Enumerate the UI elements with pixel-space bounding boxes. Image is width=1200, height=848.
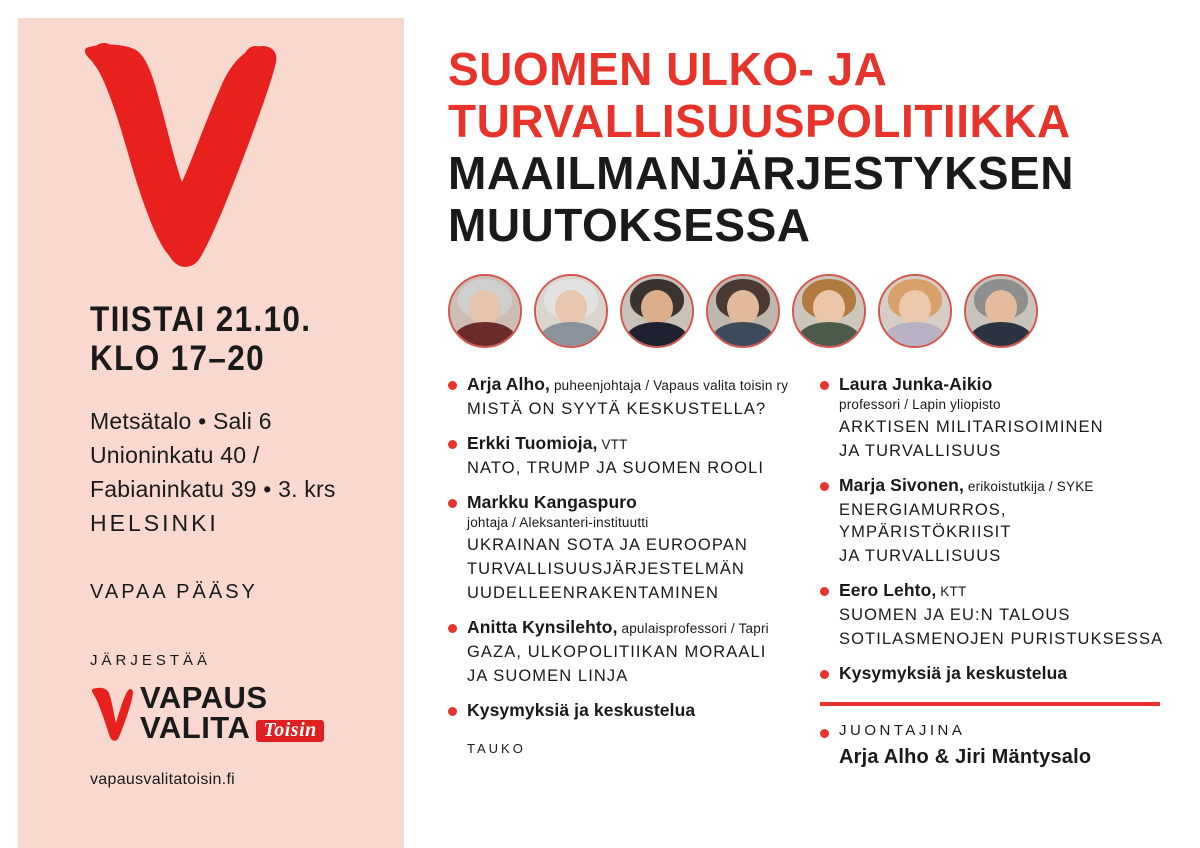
program-item [820, 475, 1170, 567]
speaker-role: erikoistutkija / SYKE [963, 478, 1094, 494]
hosts-block [820, 722, 1170, 769]
left-details [90, 300, 390, 789]
brand-v-icon [90, 685, 134, 743]
website-url[interactable]: vapausvalitatoisin.fi [90, 771, 236, 789]
portrait-eero-lehto [964, 274, 1038, 348]
speaker-topic-line: GAZA, ULKOPOLITIIKAN MORAALI [467, 642, 767, 661]
program-item-questions [448, 700, 794, 721]
questions-label: Kysymyksiä ja keskustelua [467, 700, 696, 721]
program-item [448, 433, 794, 479]
speaker-topic-line: TURVALLISUUSJÄRJESTELMÄN [467, 559, 745, 578]
speaker-topic-line: JA SUOMEN LINJA [467, 666, 629, 685]
v-logo-icon [76, 40, 286, 270]
event-date-line-1: TIISTAI 21.10. [90, 300, 312, 339]
title-red-line-1: SUOMEN ULKO- JA [448, 43, 888, 95]
portrait-anitta-kynsilehto [706, 274, 780, 348]
poster-inner [18, 18, 1200, 848]
title-black-line-1: MAAILMANJÄRJESTYKSEN [448, 146, 1074, 199]
bullet-icon [448, 707, 457, 716]
venue-line-3: Fabianinkatu 39 • 3. krs [90, 476, 336, 503]
speaker-topic-line: UUDELLEENRAKENTAMINEN [467, 583, 720, 602]
speaker-name: Erkki Tuomioja, VTT [467, 432, 628, 453]
speaker-role: VTT [597, 436, 628, 452]
organizer-logo [90, 679, 390, 745]
bullet-icon [448, 440, 457, 449]
speaker-topic: MISTÄ ON SYYTÄ KESKUSTELLA? [467, 399, 767, 418]
speaker-topic-line: SOTILASMENOJEN PURISTUKSESSA [839, 630, 1164, 649]
program-column-right [820, 374, 1170, 782]
program-item [820, 374, 1170, 462]
title-black-line-2: MUUTOKSESSA [448, 198, 811, 251]
brand-badge-toisin: Toisin [256, 720, 323, 743]
speaker-topic-line: ENERGIAMURROS, YMPÄRISTÖKRIISIT [839, 500, 1012, 541]
speaker-role: KTT [936, 584, 967, 600]
bullet-icon [448, 624, 457, 633]
brand-word-2-wrap [140, 709, 324, 745]
speaker-role: puheenjohtaja / Vapaus valita toisin ry [550, 377, 789, 393]
break-label: TAUKO [467, 741, 526, 757]
venue-line-1: Metsätalo • Sali 6 [90, 408, 272, 435]
bullet-icon [448, 381, 457, 390]
speaker-name: Laura Junka-Aikio professori / Lapin yliopisto [839, 374, 1170, 414]
bullet-icon [820, 587, 829, 596]
program-columns [448, 374, 1170, 782]
right-content-panel [404, 18, 1200, 848]
section-divider [820, 702, 1160, 706]
speaker-topic-line: UKRAINAN SOTA JA EUROOPAN [467, 535, 748, 554]
bullet-icon [820, 381, 829, 390]
speaker-topic-line: ARKTISEN MILITARISOIMINEN [839, 417, 1104, 436]
portrait-marja-sivonen [878, 274, 952, 348]
portrait-markku-kangaspuro [620, 274, 694, 348]
portrait-laura-junka-aikio [792, 274, 866, 348]
portrait-erkki-tuomioja [534, 274, 608, 348]
speaker-role: johtaja / Aleksanteri-instituutti [467, 514, 649, 530]
program-item [448, 617, 794, 687]
speaker-role: apulaisprofessori / Tapri [617, 620, 769, 636]
speaker-name: Arja Alho, puheenjohtaja / Vapaus valita toisin ry [467, 373, 789, 394]
speaker-topic-line: JA TURVALLISUUS [839, 441, 1002, 460]
speaker-topic-line: JA TURVALLISUUS [839, 546, 1002, 565]
poster-title [448, 44, 1088, 252]
brand-wordmark [140, 679, 324, 745]
venue-block [90, 404, 390, 540]
program-item [448, 492, 794, 604]
speaker-topic-line: SUOMEN JA EU:N TALOUS [839, 605, 1071, 624]
program-item [448, 374, 794, 420]
bullet-icon [820, 482, 829, 491]
free-entry-label: VAPAA PÄÄSY [90, 580, 258, 603]
brand-word-2: VALITA [140, 709, 251, 745]
speaker-portraits [448, 274, 1170, 348]
organizer-label: JÄRJESTÄÄ [90, 651, 212, 669]
program-column-left [448, 374, 794, 782]
speaker-name: Markku Kangaspuro johtaja / Aleksanteri-instituutti [467, 492, 794, 532]
bullet-icon [820, 670, 829, 679]
speaker-name: Anitta Kynsilehto, apulaisprofessori / Tapri [467, 616, 769, 637]
venue-city: HELSINKI [90, 510, 219, 537]
questions-label: Kysymyksiä ja keskustelua [839, 663, 1068, 684]
hosts-label: JUONTAJINA [839, 722, 966, 740]
portrait-arja-alho [448, 274, 522, 348]
bullet-icon [448, 499, 457, 508]
speaker-name: Eero Lehto, KTT [839, 580, 967, 601]
left-info-panel [18, 18, 404, 848]
speaker-topic: NATO, TRUMP JA SUOMEN ROOLI [467, 458, 765, 477]
speaker-name: Marja Sivonen, erikoistutkija / SYKE [839, 474, 1094, 495]
hosts-names: Arja Alho & Jiri Mäntysalo [839, 746, 1092, 769]
bullet-icon [820, 729, 829, 738]
program-item [820, 580, 1170, 650]
title-red-line-2: TURVALLISUUSPOLITIIKKA [448, 94, 1071, 147]
speaker-role: professori / Lapin yliopisto [839, 396, 1001, 412]
venue-line-2: Unioninkatu 40 / [90, 442, 260, 469]
event-date-line-2: KLO 17–20 [90, 339, 265, 379]
brand-word-1: VAPAUS [140, 679, 268, 715]
program-item-questions [820, 663, 1170, 684]
